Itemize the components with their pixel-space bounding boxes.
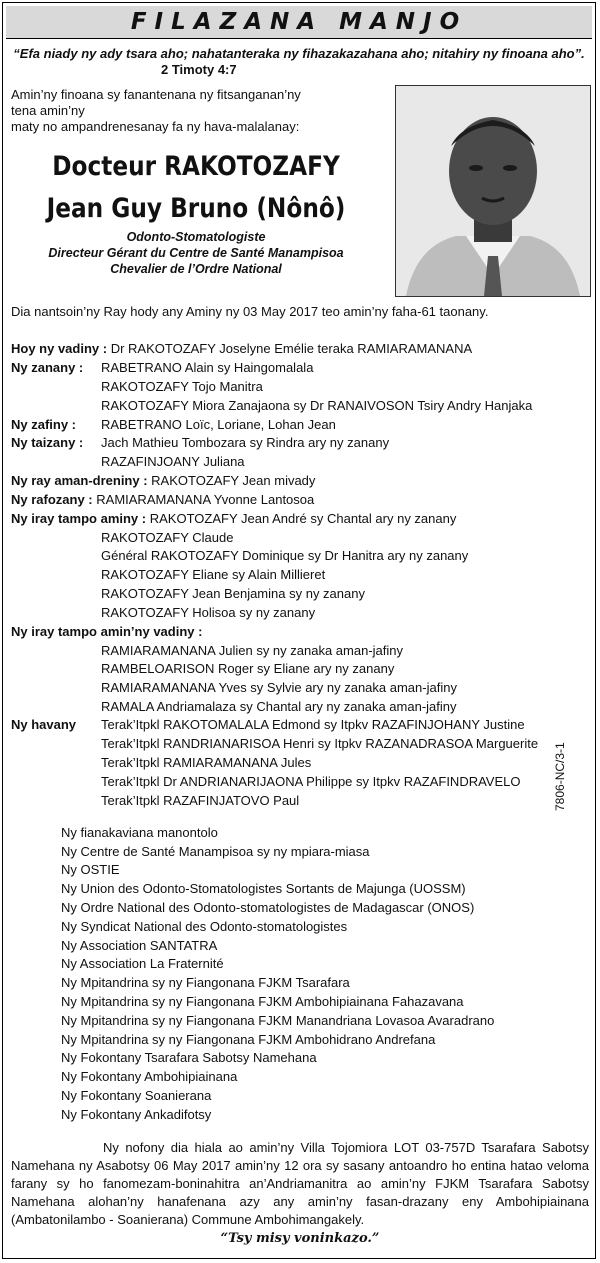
family-name: Terak’Itpkl RAMIARAMANANA Jules [101,755,312,770]
organization-item: Ny fianakaviana manontolo [61,825,218,840]
deceased-portrait [395,85,591,297]
profession: Odonto-Stomatologiste [126,230,266,244]
family-label: Ny iray tampo amin’ny vadiny : [11,624,203,639]
family-name: RAMIARAMANANA Julien sy ny zanaka aman-jafiny [101,643,404,658]
family-name: RAMIARAMANANA Yves sy Sylvie ary ny zanaka aman-jafiny [101,680,457,695]
position: Directeur Gérant du Centre de Santé Manampisoa [48,246,344,260]
family-label: Ny taizany : [11,435,84,450]
intro-text [11,87,311,135]
organization-item: Ny Fokontany Ankadifotsy [61,1107,212,1122]
deceased-name-line1: Docteur RAKOTOZAFY [52,151,340,182]
family-name: RAKOTOZAFY Eliane sy Alain Millieret [101,567,326,582]
family-name: Dr RAKOTOZAFY Joselyne Emélie teraka RAMIARAMANANA [110,341,473,356]
family-row [11,473,315,489]
intro-line: maty no ampandrenesanay fa ny hava-malalanay: [11,119,300,134]
family-name: RAKOTOZAFY Jean mivady [151,473,316,488]
family-name: Terak’Itpkl RANDRIANARISOA Henri sy Itpkv RAZANADRASOA Marguerite [101,736,539,751]
family-label: Hoy ny vadiny : [11,341,108,356]
family-name: RAMIARAMANANA Yvonne Lantosoa [96,492,315,507]
family-label: Ny havany [11,717,77,732]
family-name: RAZAFINJOANY Juliana [101,454,245,469]
intro-line: Amin’ny finoana sy fanantenana ny fitsanganan’ny tena amin’ny [11,87,301,118]
family-name: RAKOTOZAFY Holisoa sy ny zanany [101,605,316,620]
family-name: Terak’Itpkl RAZAFINJATOVO Paul [101,793,300,808]
family-name: Général RAKOTOZAFY Dominique sy Dr Hanitra ary ny zanany [101,548,469,563]
organization-item: Ny Fokontany Tsarafara Sabotsy Namehana [61,1050,317,1065]
publication-reference: 7806-NC/3-1 [553,742,567,811]
family-name: RAKOTOZAFY Miora Zanajaona sy Dr RANAIVOSON Tsiry Andry Hanjaka [101,398,533,413]
family-row [11,492,314,508]
organization-item: Ny Mpitandrina sy ny Fiangonana FJKM Ambohidrano Andrefana [61,1032,436,1047]
family-name: RABETRANO Loïc, Loriane, Lohan Jean [101,417,336,432]
deceased-titles [3,229,389,277]
organization-item: Ny Fokontany Soanierana [61,1088,212,1103]
family-name: RAKOTOZAFY Tojo Manitra [101,379,263,394]
verse-reference: 2 Timoty 4:7 [161,62,237,77]
family-label: Ny zafiny : [11,417,77,432]
organization-item: Ny Mpitandrina sy ny Fiangonana FJKM Manandriana Lovasoa Avaradrano [61,1013,495,1028]
family-row [11,511,456,527]
family-name: RAKOTOZAFY Jean Benjamina sy ny zanany [101,586,365,601]
family-name: Terak’Itpkl RAKOTOMALALA Edmond sy Itpkv RAZAFINJOHANY Justine [101,717,525,732]
family-name: Terak’Itpkl Dr ANDRIANARIJAONA Philippe sy Itpkv RAZAFINDRAVELO [101,774,521,789]
organization-item: Ny Syndicat National des Odonto-stomatologistes [61,919,348,934]
organization-item: Ny Association La Fraternité [61,956,224,971]
family-label: Ny iray tampo aminy : [11,511,147,526]
organization-item: Ny Union des Odonto-Stomatologistes Sortants de Majunga (UOSSM) [61,881,466,896]
deceased-name-line2: Jean Guy Bruno (Nônô) [46,193,346,224]
organization-item: Ny Association SANTATRA [61,938,218,953]
organization-item: Ny Centre de Santé Manampisoa sy ny mpiara-miasa [61,844,370,859]
family-label: Ny zanany : [11,360,84,375]
organization-item: Ny Mpitandrina sy ny Fiangonana FJKM Tsarafara [61,975,350,990]
death-notice: Dia nantsoin’ny Ray hody any Aminy ny 03 May 2017 teo amin’ny faha-61 taonany. [11,304,489,319]
bible-verse: “Efa niady ny ady tsara aho; nahatanteraka ny fihazakazahana aho; nitahiry ny finoana aho”. [13,46,585,61]
family-label: Ny ray aman-dreniny : [11,473,148,488]
organization-item: Ny OSTIE [61,862,120,877]
family-label: Ny rafozany : [11,492,93,507]
notice-header: FILAZANA MANJO [6,6,592,39]
organization-item: Ny Ordre National des Odonto-stomatologistes de Madagascar (ONOS) [61,900,475,915]
family-name: RAMBELOARISON Roger sy Eliane ary ny zanany [101,661,395,676]
honor: Chevalier de l’Ordre National [110,262,282,276]
portrait-image [396,86,590,296]
closing-note: “Tsy misy voninkazo.” [220,1231,380,1246]
organization-item: Ny Fokontany Ambohipiainana [61,1069,238,1084]
obituary-notice [2,2,596,1259]
family-name: Jach Mathieu Tombozara sy Rindra ary ny zanany [101,435,390,450]
family-row [11,341,472,357]
family-name: RAKOTOZAFY Claude [101,530,234,545]
family-name: RAMALA Andriamalaza sy Chantal ary ny zanaka aman-jafiny [101,699,457,714]
organization-item: Ny Mpitandrina sy ny Fiangonana FJKM Ambohipiainana Fahazavana [61,994,464,1009]
family-name: RABETRANO Alain sy Haingomalala [101,360,314,375]
family-name: RAKOTOZAFY Jean André sy Chantal ary ny zanany [149,511,457,526]
funeral-details: Ny nofony dia hiala ao amin’ny Villa Tojomiora LOT 03-757D Tsarafara Sabotsy Namehana ny Asabotsy 06 May 2017 amin’ny 12 ora sy sasany antoandro ho entina hatao veloma farany sy ho fanomezam-boninahitra an’Andriamanitra ao amin’ny FJKM Tsarafara Sabotsy Namehana alohan’ny hanafenana azy any amin’ny fasan-drazany eny Ambohipiainana (Ambatonilambo - Soanierana) Commune Ambohimangakely. [11,1140,589,1227]
